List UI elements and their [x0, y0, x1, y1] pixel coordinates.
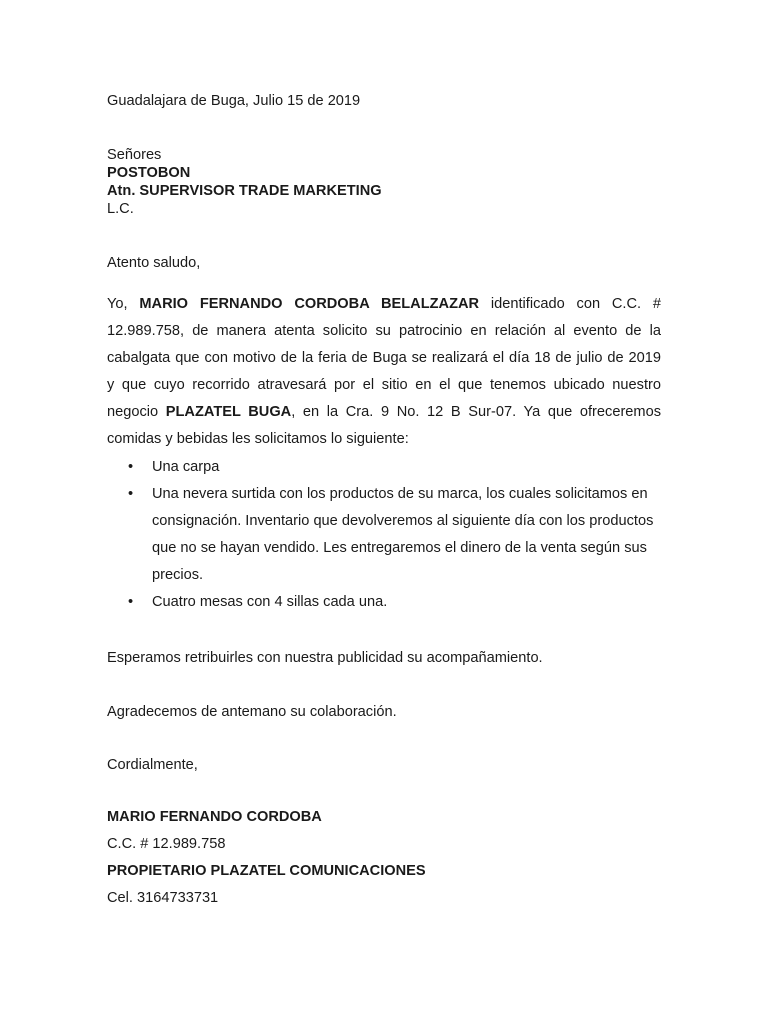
body-line: y que cuyo recorrido atravesará por el sitio en el que tenemos ubicado nuestro: [107, 377, 661, 393]
recipient-company: POSTOBON: [107, 165, 191, 181]
bullet-icon: •: [128, 594, 134, 610]
signature-phone: Cel. 3164733731: [107, 890, 219, 906]
recipient-attention: Atn. SUPERVISOR TRADE MARKETING: [107, 183, 382, 199]
list-item: [107, 481, 667, 589]
closing-thanks: Agradecemos de antemano su colaboración.: [107, 704, 397, 720]
request-list: [107, 454, 667, 616]
list-item-text: que no se hayan vendido. Les entregaremos el dinero de la venta según sus: [152, 540, 647, 556]
signature-name: MARIO FERNANDO CORDOBA: [107, 809, 322, 825]
signature-title: PROPIETARIO PLAZATEL COMUNICACIONES: [107, 863, 426, 879]
body-line: 12.989.758, de manera atenta solicito su patrocinio en relación al evento de la: [107, 323, 661, 339]
sender-name-bold: MARIO FERNANDO CORDOBA BELALZAZAR: [139, 296, 480, 312]
body-line: [107, 399, 661, 426]
list-item: [107, 454, 667, 481]
list-item-text: consignación. Inventario que devolveremos al siguiente día con los productos: [152, 513, 654, 529]
business-name-bold: PLAZATEL BUGA: [165, 404, 292, 420]
list-item-text: precios.: [152, 567, 204, 583]
body-text: , en la Cra. 9 No. 12 B Sur-07. Ya que ofreceremos: [291, 404, 661, 420]
body-line: comidas y bebidas les solicitamos lo siguiente:: [107, 431, 409, 447]
list-item-text: Una nevera surtida con los productos de su marca, los cuales solicitamos en: [152, 486, 648, 502]
body-paragraph: [107, 291, 661, 453]
body-text: identificado con C.C. #: [479, 296, 661, 312]
signature-id: C.C. # 12.989.758: [107, 836, 226, 852]
place-date: Guadalajara de Buga, Julio 15 de 2019: [107, 93, 361, 109]
recipient-city: L.C.: [107, 201, 134, 217]
body-line: [107, 291, 661, 318]
body-line: cabalgata que con motivo de la feria de Buga se realizará el día 18 de julio de 2019: [107, 350, 661, 366]
body-text: negocio: [107, 404, 166, 420]
list-item-text: Cuatro mesas con 4 sillas cada una.: [152, 594, 388, 610]
body-text: Yo,: [107, 296, 140, 312]
bullet-icon: •: [128, 486, 134, 502]
bullet-icon: •: [128, 459, 134, 475]
closing-hope: Esperamos retribuirles con nuestra publicidad su acompañamiento.: [107, 650, 543, 666]
recipient-salutation: Señores: [107, 147, 162, 163]
closing-regards: Cordialmente,: [107, 757, 198, 773]
greeting: Atento saludo,: [107, 255, 201, 271]
list-item-text: Una carpa: [152, 459, 220, 475]
list-item: [107, 589, 667, 616]
